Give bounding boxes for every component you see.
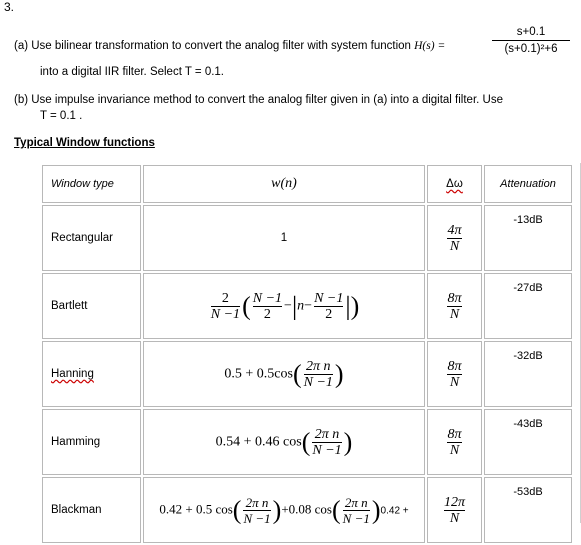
cos-arg-den: N −1 [243,510,271,526]
part-a-line1: (a) Use bilinear transformation to convert the analog filter with system function [14,40,415,52]
delta-omega-den: N [447,374,461,390]
table-row [42,273,572,339]
coef-den: N −1 [210,306,241,322]
cos-arg-num: 2π n [245,494,269,510]
part-b-line2: T = 0.1 . [40,110,83,122]
delta-omega-num: 8π [447,290,462,306]
part-a-line2: into a digital IIR filter. Select T = 0.1. [40,66,224,78]
table-row [42,409,572,475]
cos-arg-num: 2π n [344,494,368,510]
minus-sign: − [304,298,313,314]
coef-num: 2 [221,290,229,306]
minus-sign: − [284,298,292,314]
window-formula: 0.5 + 0.5cos( $\frac{\text{2π n}}{N -1}$ ) [143,341,425,407]
attenuation: -32dB [484,341,572,407]
fraction-numerator: s+0.1 [516,26,546,38]
table-row [42,205,572,271]
delta-omega-den: N [447,238,461,254]
part-a-func: H(s) = [414,40,446,52]
frac-a-den: 2 [253,306,282,322]
window-formula: $\frac{2}{N -1}$ ( $\frac{N -1}{2}$ −|n− $\frac{N -1}{2}$ |) [143,273,425,339]
window-functions-heading: Typical Window functions [14,137,155,149]
formula-prefix: 0.54 + 0.46 cos [215,434,302,450]
attenuation: -43dB [484,409,572,475]
delta-omega [427,205,482,271]
table-row [42,341,572,407]
delta-omega [427,477,482,543]
window-name [42,341,141,407]
part-a-text [14,40,445,52]
frac-a-num: N −1 [252,290,283,306]
part-b-line1: (b) Use impulse invariance method to convert the analog filter given in (a) into a digital filter. Use [14,94,503,106]
window-name: Blackman [42,477,141,543]
formula-middle: +0.08 cos [281,500,332,516]
fraction-denominator: (s+0.1)²+6 [492,40,570,55]
window-name: Bartlett [42,273,141,339]
header-attenuation: Attenuation [484,165,572,203]
window-name-text: Hanning [51,368,94,380]
header-window-type: Window type [42,165,141,203]
window-formula: 0.42 + 0.5 cos( $\frac{\text{2π n}}{N -1}$ )+0.08 cos( $\frac{\text{2π n}}{N -1}$ )0.42 + [143,477,425,543]
delta-omega-num: 8π [447,426,462,442]
attenuation: -13dB [484,205,572,271]
cos-arg-num: 2π n [306,358,331,374]
window-formula: 1 [143,205,425,271]
window-name: Hamming [42,409,141,475]
header-delta-omega [427,165,482,203]
attenuation: -27dB [484,273,572,339]
formula-prefix: 0.5 + 0.5cos [224,366,293,382]
table-header-row [42,165,572,203]
delta-omega-den: N [447,306,461,322]
delta-omega [427,409,482,475]
delta-omega-num: 4π [447,222,462,238]
window-functions-table [40,163,574,545]
window-name: Rectangular [42,205,141,271]
delta-omega [427,273,482,339]
delta-omega-num: 12π [443,494,465,510]
frac-b-den: 2 [314,306,343,322]
frac-b-num: N −1 [314,290,344,306]
var-n: n [297,298,305,314]
cos-arg-den: N −1 [342,510,370,526]
question-number: 3. [4,0,15,14]
delta-omega-num: 8π [447,358,462,374]
header-delta-omega-text: Δω [446,178,463,190]
transfer-function-fraction [492,26,570,55]
formula-prefix: 0.42 + 0.5 cos [159,500,233,516]
delta-omega-den: N [444,510,465,526]
delta-omega [427,341,482,407]
table-row [42,477,572,543]
header-w-n: w(n) [143,165,425,203]
attenuation: -53dB [484,477,572,543]
cos-arg-num: 2π n [314,426,340,442]
cos-arg-den: N −1 [303,374,333,390]
window-formula: 0.54 + 0.46 cos( $\frac{\text{2π n}}{N -1}$ ) [143,409,425,475]
formula-tail: 0.42 + [380,504,409,516]
cos-arg-den: N −1 [312,442,342,458]
delta-omega-den: N [447,442,461,458]
